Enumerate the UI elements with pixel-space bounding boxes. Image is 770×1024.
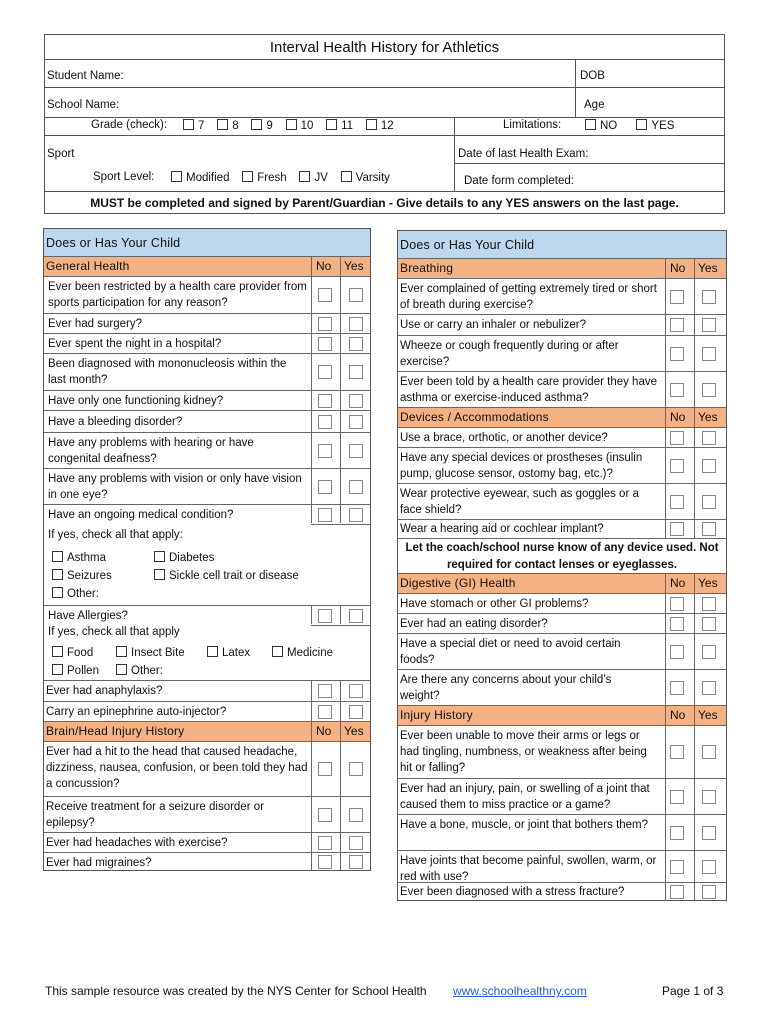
if-yes-label: If yes, check all that apply bbox=[48, 626, 180, 638]
page-number: Page 1 of 3 bbox=[662, 984, 724, 998]
checkbox[interactable] bbox=[242, 171, 253, 182]
checkbox[interactable] bbox=[299, 171, 310, 182]
question-text: Ever had migraines? bbox=[46, 857, 152, 869]
question-row bbox=[44, 832, 370, 852]
question-row bbox=[398, 850, 726, 882]
question-row bbox=[44, 353, 370, 390]
yes-checkbox[interactable] bbox=[349, 808, 363, 822]
no-label: No bbox=[316, 259, 332, 273]
date-completed-label: Date form completed: bbox=[464, 175, 574, 187]
question-text: Ever had a hit to the head that caused headache, dizziness, nausea, confusion, or been told they had a concussion? bbox=[46, 746, 308, 790]
left-questions-table bbox=[43, 228, 371, 871]
no-checkbox[interactable] bbox=[670, 826, 684, 840]
no-checkbox[interactable] bbox=[670, 522, 684, 536]
ongoing-condition-row bbox=[44, 504, 370, 605]
yes-checkbox[interactable] bbox=[349, 705, 363, 719]
left-top-title: Does or Has Your Child bbox=[46, 236, 181, 250]
devices-title: Devices / Accommodations bbox=[400, 410, 549, 424]
checkbox[interactable] bbox=[207, 646, 218, 657]
no-checkbox[interactable] bbox=[670, 885, 684, 899]
sport-label: Sport bbox=[47, 148, 75, 160]
checkbox[interactable] bbox=[52, 551, 63, 562]
device-note-row bbox=[398, 538, 726, 573]
yes-checkbox[interactable] bbox=[349, 394, 363, 408]
no-checkbox[interactable] bbox=[670, 860, 684, 874]
question-text: Ever had an injury, pain, or swelling of a joint that caused them to miss practice or a game? bbox=[400, 783, 650, 811]
allergy-other[interactable]: Other: bbox=[116, 664, 163, 677]
question-row bbox=[398, 519, 726, 538]
question-text: Ever had anaphylaxis? bbox=[46, 685, 163, 697]
yes-checkbox[interactable] bbox=[702, 826, 716, 840]
yes-checkbox[interactable] bbox=[702, 383, 716, 397]
no-checkbox[interactable] bbox=[670, 495, 684, 509]
sport-level-label: Sport Level: bbox=[93, 171, 155, 183]
no-checkbox[interactable] bbox=[670, 290, 684, 304]
checkbox[interactable] bbox=[217, 119, 228, 130]
no-checkbox[interactable] bbox=[670, 347, 684, 361]
yes-checkbox[interactable] bbox=[702, 790, 716, 804]
question-text: Use or carry an inhaler or nebulizer? bbox=[400, 319, 587, 331]
question-text: Ever complained of getting extremely tired or short of breath during exercise? bbox=[400, 283, 657, 311]
gi-header bbox=[398, 573, 726, 593]
no-checkbox[interactable] bbox=[318, 365, 332, 379]
breathing-header bbox=[398, 258, 726, 278]
brain-injury-title: Brain/Head Injury History bbox=[46, 724, 185, 738]
question-text: Ever been told by a health care provider they have asthma or exercise-induced asthma? bbox=[400, 376, 657, 404]
question-row bbox=[398, 814, 726, 850]
condition-other[interactable]: Other: bbox=[52, 587, 99, 600]
question-row bbox=[44, 410, 370, 432]
grade-options bbox=[183, 119, 394, 132]
form-title: Interval Health History for Athletics bbox=[269, 39, 500, 56]
checkbox[interactable] bbox=[52, 664, 63, 675]
yes-checkbox[interactable] bbox=[702, 597, 716, 611]
no-label: No bbox=[670, 576, 686, 590]
left-top-header bbox=[44, 229, 370, 256]
sport-level-options bbox=[171, 171, 390, 184]
limitations-options bbox=[585, 119, 674, 132]
allergy-food[interactable]: Food bbox=[52, 646, 93, 659]
no-label: No bbox=[670, 708, 686, 722]
no-checkbox[interactable] bbox=[318, 836, 332, 850]
checkbox[interactable] bbox=[154, 569, 165, 580]
yes-checkbox[interactable] bbox=[349, 444, 363, 458]
general-health-title: General Health bbox=[46, 259, 130, 273]
question-text: Have any problems with hearing or have congenital deafness? bbox=[48, 437, 254, 465]
no-checkbox[interactable] bbox=[670, 745, 684, 759]
no-checkbox[interactable] bbox=[318, 480, 332, 494]
question-text: Ever spent the night in a hospital? bbox=[48, 338, 222, 350]
yes-checkbox[interactable] bbox=[702, 459, 716, 473]
age-label: Age bbox=[584, 99, 605, 111]
no-checkbox[interactable] bbox=[318, 337, 332, 351]
condition-seizures[interactable]: Seizures bbox=[52, 569, 112, 582]
allergy-pollen[interactable]: Pollen bbox=[52, 664, 99, 677]
question-text: Been diagnosed with mononucleosis within the last month? bbox=[48, 358, 287, 386]
no-checkbox[interactable] bbox=[318, 808, 332, 822]
yes-checkbox[interactable] bbox=[349, 508, 363, 522]
limitations-label: Limitations: bbox=[503, 119, 562, 131]
condition-asthma[interactable]: Asthma bbox=[52, 551, 106, 564]
question-row bbox=[44, 741, 370, 796]
question-row bbox=[44, 796, 370, 832]
question-row bbox=[398, 427, 726, 447]
devices-header bbox=[398, 407, 726, 427]
allergy-medicine[interactable]: Medicine bbox=[272, 646, 333, 659]
question-row bbox=[398, 882, 726, 901]
checkbox[interactable] bbox=[116, 664, 127, 675]
question-row bbox=[398, 633, 726, 669]
checkbox[interactable] bbox=[52, 646, 63, 657]
footer-credit: This sample resource was created by the NYS Center for School Health bbox=[45, 984, 427, 998]
last-exam-label: Date of last Health Exam: bbox=[458, 148, 589, 160]
grade-label: Grade (check): bbox=[91, 119, 168, 131]
grade-12[interactable]: 12 bbox=[366, 120, 394, 132]
limitations-yes[interactable]: YES bbox=[636, 120, 674, 132]
checkbox[interactable] bbox=[251, 119, 262, 130]
yes-label: Yes bbox=[698, 576, 718, 590]
question-text: Have any special devices or prostheses (insulin pump, glucose sensor, ostomy bag, etc.)? bbox=[400, 452, 643, 480]
yes-checkbox[interactable] bbox=[349, 609, 363, 623]
checkbox[interactable] bbox=[116, 646, 127, 657]
yes-checkbox[interactable] bbox=[349, 684, 363, 698]
injury-history-header bbox=[398, 705, 726, 725]
no-checkbox[interactable] bbox=[318, 705, 332, 719]
grade-7[interactable]: 7 bbox=[183, 120, 204, 132]
question-text: Have a special diet or need to avoid certain foods? bbox=[400, 638, 621, 666]
no-checkbox[interactable] bbox=[318, 317, 332, 331]
no-checkbox[interactable] bbox=[670, 318, 684, 332]
question-text: Ever had surgery? bbox=[48, 318, 142, 330]
checkbox[interactable] bbox=[52, 587, 63, 598]
question-row bbox=[398, 314, 726, 335]
no-checkbox[interactable] bbox=[318, 684, 332, 698]
question-row bbox=[398, 613, 726, 633]
question-text: Ever been restricted by a health care provider from sports participation for any reason? bbox=[48, 281, 307, 309]
question-text: Ever been unable to move their arms or legs or had tingling, numbness, or weakness after being hit or falling? bbox=[400, 730, 647, 774]
no-checkbox[interactable] bbox=[670, 617, 684, 631]
question-row bbox=[44, 313, 370, 333]
checkbox[interactable] bbox=[341, 171, 352, 182]
no-checkbox[interactable] bbox=[670, 597, 684, 611]
yes-checkbox[interactable] bbox=[349, 288, 363, 302]
right-top-header bbox=[398, 231, 726, 258]
question-text: Wear a hearing aid or cochlear implant? bbox=[400, 523, 604, 535]
question-text: Have joints that become painful, swollen, warm, or red with use? bbox=[400, 855, 657, 883]
question-row bbox=[398, 778, 726, 814]
question-row bbox=[398, 447, 726, 483]
general-health-header bbox=[44, 256, 370, 276]
question-text: Ever had headaches with exercise? bbox=[46, 837, 228, 849]
no-checkbox[interactable] bbox=[318, 288, 332, 302]
no-checkbox[interactable] bbox=[318, 609, 332, 623]
question-row bbox=[44, 333, 370, 353]
yes-checkbox[interactable] bbox=[702, 745, 716, 759]
no-label: No bbox=[670, 261, 686, 275]
limitations-no[interactable]: NO bbox=[585, 120, 617, 132]
student-name-label: Student Name: bbox=[47, 70, 124, 82]
yes-checkbox[interactable] bbox=[349, 480, 363, 494]
no-checkbox[interactable] bbox=[318, 855, 332, 869]
yes-checkbox[interactable] bbox=[702, 318, 716, 332]
question-text: Have any problems with vision or only have vision in one eye? bbox=[48, 473, 302, 501]
grade-8[interactable]: 8 bbox=[217, 120, 238, 132]
yes-checkbox[interactable] bbox=[702, 885, 716, 899]
question-row bbox=[44, 390, 370, 410]
allergies-row bbox=[44, 605, 370, 684]
no-label: No bbox=[316, 724, 332, 738]
no-checkbox[interactable] bbox=[670, 383, 684, 397]
yes-checkbox[interactable] bbox=[702, 347, 716, 361]
question-row bbox=[44, 276, 370, 313]
no-checkbox[interactable] bbox=[318, 762, 332, 776]
question-row bbox=[398, 483, 726, 519]
question-row bbox=[44, 432, 370, 468]
level-fresh[interactable]: Fresh bbox=[242, 172, 286, 184]
injury-history-title: Injury History bbox=[400, 708, 473, 722]
question-row bbox=[44, 680, 370, 701]
grade-11[interactable]: 11 bbox=[326, 120, 353, 132]
question-text: Wheeze or cough frequently during or after exercise? bbox=[400, 340, 619, 368]
dob-label: DOB bbox=[580, 70, 605, 82]
no-checkbox[interactable] bbox=[670, 431, 684, 445]
footer-link[interactable]: www.schoolhealthny.com bbox=[453, 984, 587, 998]
question-row bbox=[44, 852, 370, 871]
checkbox[interactable] bbox=[636, 119, 647, 130]
device-note: Let the coach/school nurse know of any device used. Not required for contact lenses or eyeglasses. bbox=[405, 542, 719, 571]
allergy-insect-bite[interactable]: Insect Bite bbox=[116, 646, 185, 659]
no-checkbox[interactable] bbox=[670, 790, 684, 804]
question-text: Have an ongoing medical condition? bbox=[48, 509, 234, 521]
question-row bbox=[44, 701, 370, 721]
right-top-title: Does or Has Your Child bbox=[400, 238, 535, 252]
yes-checkbox[interactable] bbox=[349, 415, 363, 429]
if-yes-label: If yes, check all that apply: bbox=[48, 529, 183, 541]
yes-checkbox[interactable] bbox=[702, 681, 716, 695]
grade-9[interactable]: 9 bbox=[251, 120, 272, 132]
header-form bbox=[44, 34, 725, 214]
checkbox[interactable] bbox=[272, 646, 283, 657]
yes-checkbox[interactable] bbox=[349, 365, 363, 379]
no-checkbox[interactable] bbox=[670, 645, 684, 659]
question-row bbox=[44, 468, 370, 504]
school-name-label: School Name: bbox=[47, 99, 120, 111]
level-jv[interactable]: JV bbox=[299, 172, 327, 184]
question-text: Receive treatment for a seizure disorder or epilepsy? bbox=[46, 801, 264, 829]
yes-label: Yes bbox=[698, 261, 718, 275]
question-row bbox=[398, 278, 726, 314]
yes-checkbox[interactable] bbox=[349, 317, 363, 331]
level-varsity[interactable]: Varsity bbox=[341, 172, 390, 184]
question-row bbox=[398, 371, 726, 407]
checkbox[interactable] bbox=[366, 119, 377, 130]
condition-diabetes[interactable]: Diabetes bbox=[154, 551, 214, 564]
checkbox[interactable] bbox=[326, 119, 337, 130]
yes-checkbox[interactable] bbox=[349, 337, 363, 351]
yes-checkbox[interactable] bbox=[702, 290, 716, 304]
level-modified[interactable]: Modified bbox=[171, 172, 229, 184]
must-note: MUST be completed and signed by Parent/Guardian - Give details to any YES answers on the last page. bbox=[90, 196, 679, 210]
question-text: Have a bleeding disorder? bbox=[48, 416, 183, 428]
question-row bbox=[398, 725, 726, 778]
yes-checkbox[interactable] bbox=[349, 855, 363, 869]
no-checkbox[interactable] bbox=[670, 459, 684, 473]
question-row bbox=[398, 669, 726, 705]
yes-checkbox[interactable] bbox=[702, 860, 716, 874]
yes-checkbox[interactable] bbox=[349, 836, 363, 850]
question-text: Ever been diagnosed with a stress fracture? bbox=[400, 886, 625, 898]
brain-injury-header bbox=[44, 721, 370, 741]
no-checkbox[interactable] bbox=[318, 508, 332, 522]
breathing-title: Breathing bbox=[400, 261, 454, 275]
yes-checkbox[interactable] bbox=[702, 431, 716, 445]
allergy-latex[interactable]: Latex bbox=[207, 646, 250, 659]
checkbox[interactable] bbox=[286, 119, 297, 130]
checkbox[interactable] bbox=[171, 171, 182, 182]
checkbox[interactable] bbox=[52, 569, 63, 580]
question-text: Carry an epinephrine auto-injector? bbox=[46, 706, 227, 718]
yes-label: Yes bbox=[344, 259, 364, 273]
no-label: No bbox=[670, 410, 686, 424]
question-text: Wear protective eyewear, such as goggles or a face shield? bbox=[400, 488, 639, 516]
question-text: Have a bone, muscle, or joint that bothers them? bbox=[400, 819, 649, 831]
checkbox[interactable] bbox=[585, 119, 596, 130]
no-checkbox[interactable] bbox=[318, 394, 332, 408]
yes-checkbox[interactable] bbox=[702, 495, 716, 509]
question-text: Ever had an eating disorder? bbox=[400, 618, 548, 630]
checkbox[interactable] bbox=[183, 119, 194, 130]
gi-title: Digestive (GI) Health bbox=[400, 576, 516, 590]
no-checkbox[interactable] bbox=[318, 415, 332, 429]
grade-10[interactable]: 10 bbox=[286, 120, 314, 132]
yes-label: Yes bbox=[698, 708, 718, 722]
no-checkbox[interactable] bbox=[318, 444, 332, 458]
yes-checkbox[interactable] bbox=[702, 645, 716, 659]
yes-label: Yes bbox=[344, 724, 364, 738]
question-text: Have stomach or other GI problems? bbox=[400, 598, 589, 610]
yes-checkbox[interactable] bbox=[702, 617, 716, 631]
question-row bbox=[398, 335, 726, 371]
question-text: Use a brace, orthotic, or another device? bbox=[400, 432, 608, 444]
question-text: Are there any concerns about your child’s weight? bbox=[400, 674, 612, 702]
yes-checkbox[interactable] bbox=[349, 762, 363, 776]
question-row bbox=[398, 593, 726, 613]
yes-checkbox[interactable] bbox=[702, 522, 716, 536]
no-checkbox[interactable] bbox=[670, 681, 684, 695]
question-text: Have Allergies? bbox=[48, 610, 128, 622]
checkbox[interactable] bbox=[154, 551, 165, 562]
condition-sickle-cell[interactable]: Sickle cell trait or disease bbox=[154, 569, 299, 582]
question-text: Have only one functioning kidney? bbox=[48, 395, 224, 407]
yes-label: Yes bbox=[698, 410, 718, 424]
right-questions-table bbox=[397, 230, 727, 901]
